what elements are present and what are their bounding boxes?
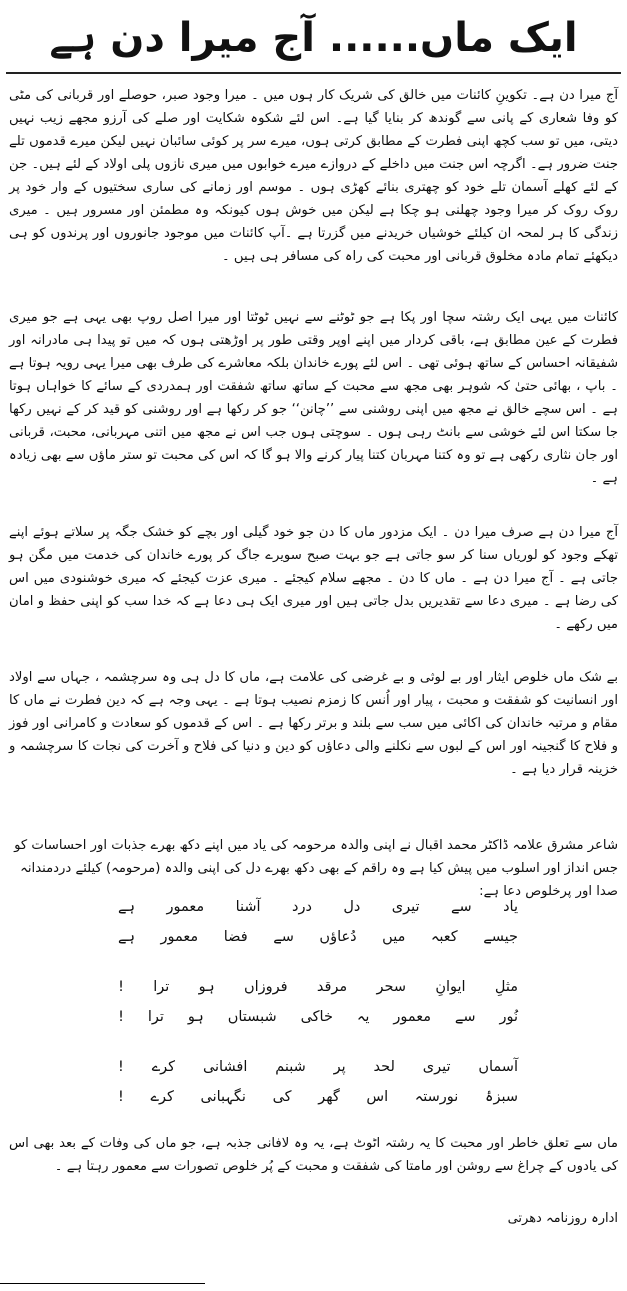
- poem-word: دل: [343, 899, 361, 915]
- poem-word: یہ: [356, 1009, 370, 1025]
- signature: ادارہ روزنامہ دھرتی: [507, 1211, 618, 1226]
- poem-word: مثلِ: [494, 979, 518, 995]
- article-title: ایک ماں...... آج میرا دن ہے: [49, 15, 578, 61]
- poem-word: تیری: [391, 899, 420, 915]
- article-body: [9, 84, 618, 1230]
- poem-word: شبستاں: [227, 1009, 277, 1025]
- poem-word: دُعاؤں: [319, 929, 357, 945]
- poem-intro: شاعر مشرق علامہ ڈاکٹر محمد اقبال نے اپنی والدہ مرحومہ کی یاد میں اپنے دکھ بھرے جذبات اور احساسات کو جس انداز اور اسلوب میں پیش کیا ہے وہ راقم کے بھی دکھ بھرے دل کی اپنی والدہ (مرحومہ) کیلئے دردمندانہ صدا اور پرخلوص دعا ہے:: [14, 838, 618, 899]
- poem-word: تیری: [422, 1059, 451, 1075]
- poem-word: سے: [454, 1009, 476, 1025]
- closing-paragraph: ماں سے تعلق خاطر اور محبت کا یہ رشتہ اٹوٹ ہے، یہ وہ لافانی جذبہ ہے، جو ماں کی وفات کے بعد بھی اس کی یادوں کے چراغ سے روشن اور مامتا کی شفقت و محبت کے پُر خلوص تصورات سے معمور رہتا ہے ۔: [9, 1136, 618, 1174]
- poem-word: درد: [291, 899, 312, 915]
- poem-word: پر: [333, 1059, 346, 1075]
- poem-word: فضا: [223, 929, 248, 945]
- poem-word: ایوانِ: [435, 979, 466, 995]
- poem-word: میں: [382, 929, 406, 945]
- poem-word: ہو: [198, 979, 215, 995]
- poem-word: مرقد: [316, 979, 348, 995]
- poem-word: !: [118, 1089, 124, 1105]
- poem-word: یاد: [503, 899, 518, 915]
- poem-word: خاکی: [300, 1009, 333, 1025]
- signature-underline: [0, 1283, 205, 1284]
- poem-word: نگہبانی: [200, 1089, 246, 1105]
- poem-word: معمور: [393, 1009, 431, 1025]
- poem-word: شبنم: [275, 1059, 306, 1075]
- poem-verse: [118, 972, 518, 1002]
- poem-word: ترا: [153, 979, 170, 995]
- poem-word: !: [118, 979, 124, 995]
- poem-word: کی: [272, 1089, 292, 1105]
- poem-word: کرے: [150, 1089, 174, 1105]
- poem-word: اس: [366, 1089, 389, 1105]
- poem-word: !: [118, 1059, 124, 1075]
- poem-word: آسماں: [478, 1059, 518, 1075]
- poem-word: معمور: [160, 929, 199, 945]
- poem-word: ہو: [187, 1009, 204, 1025]
- poem-verse: [118, 922, 518, 952]
- poem-verse: [118, 1052, 518, 1082]
- poem-word: فروزاں: [243, 979, 288, 995]
- poem-word: جیسے: [483, 929, 518, 945]
- poem-word: افشانی: [202, 1059, 248, 1075]
- poem-word: کعبہ: [430, 929, 458, 945]
- title-divider: [6, 72, 621, 74]
- poem-word: سے: [450, 899, 472, 915]
- poem-word: نُور: [499, 1009, 518, 1025]
- poem-word: !: [118, 1009, 124, 1025]
- paragraph-1: آج میرا دن ہے۔ تکوینِ کائنات میں خالق کی شریک کار ہوں میں ۔ میرا وجود صبر، حوصلے اور قربانی کی مٹی کو وفا شعاری کے پانی سے گوندھ کر بنایا گیا ہے۔ اس لئے شکوہ شکایت اور صلے کی آرزو مجھے زیب نہیں دیتی، میں تو سب کچھ اپنی فطرت کے مطابق کرتی ہوں، میرے سر پر کوئی سائبان نہیں لیکن میرے قدموں تلے جنت ضرور ہے۔ اگرچہ اس جنت میں داخلے کے دروازے میرے خوابوں میں میری نازوں پلی اولاد کے لئے ہیں۔ جن کے لئے کھلے آسمان تلے خود کو چھتری بنائے کھڑی ہوں ۔ موسم اور زمانے کی ساری سختیوں کے وار خود پر روک روک کر میرا وجود چھلنی ہو چکا ہے لیکن میں خوش ہوں کیونکہ وہ مطمئن اور مسرور ہیں ۔ میری زندگی کا ہر لمحہ ان کیلئے خوشیاں خریدنے میں گزرتا ہے ۔آپ کائنات میں موجود جانوروں اور پرندوں کو ہی دیکھئے تمام مادہ مخلوق قربانی اور محبت کی راہ کی مسافر ہی ہیں ۔: [9, 88, 618, 264]
- poem-word: لحد: [373, 1059, 395, 1075]
- poem-word: سبزۂ: [484, 1089, 518, 1105]
- poem-word: نورستہ: [414, 1089, 459, 1105]
- poem-verse: [118, 1082, 518, 1112]
- poem-stanza: [9, 1052, 618, 1112]
- poem-word: معمور: [166, 899, 205, 915]
- poem-verse: [118, 892, 518, 922]
- poem-word: سے: [273, 929, 294, 945]
- poem: [9, 892, 618, 1112]
- paragraph-2: کائنات میں یہی ایک رشتہ سچا اور پکا ہے جو ٹوٹنے سے نہیں ٹوٹتا اور میرا اصل روپ بھی یہی ہے جو میری فطرت کے عین مطابق ہے، باقی کردار میں اپنے اوپر وقتی طور پر اوڑھتی ہوں کہ میں تو پیدا ہی مادرانہ اور شفیقانہ احساس کے ساتھ ہوئی تھی ۔ اس لئے پورے خاندان بلکہ معاشرے کی طرف بھی میرا یہی رویہ ہوتا ہے ۔ باپ ، بھائی حتیٰ کہ شوہر بھی مجھ سے محبت کے ساتھ ساتھ شفقت اور ہمدردی کے سائے کا خواہاں ہوتا ہے ۔ اس سچے خالق نے مجھ میں اپنی روشنی سے ’’چانن‘‘ جو کر رکھا ہے اور روشنی کو قید کر کے نہیں رکھا جا سکتا اس لئے خوشی سے بانٹ رہی ہوں ۔ سوچتی ہوں جب اس نے مجھ میں اتنی مہربانی، محبت، قربانی اور جان نثاری رکھی ہے تو وہ کتنا مہربان کتنا پیار کرنے والا ہو گا کہ اس کی محبت تو ستر ماؤں سے بھی زیادہ ہے ۔: [9, 310, 618, 486]
- poem-verse: [118, 1002, 518, 1032]
- poem-word: ترا: [147, 1009, 164, 1025]
- poem-word: آشنا: [235, 899, 261, 915]
- poem-word: ہے: [118, 899, 136, 915]
- poem-word: ہے: [118, 929, 135, 945]
- poem-word: سحر: [376, 979, 407, 995]
- paragraph-4: بے شک ماں خلوص ایثار اور بے لوثی و بے غرضی کی علامت ہے، ماں کا دل ہی وہ سرچشمہ ، جہاں سے اولاد اور انسانیت کو شفقت و محبت ، پیار اور اُنس کا زمزم نصیب ہوتا ہے ۔ یہی وجہ ہے کہ دین فطرت نے ماں کا مقام و مرتبہ خاندان کی اکائی میں سب سے بلند و برتر رکھا ہے ۔ اس کے قدموں کو سعادت و کامرانی اور فوز و فلاح کا گنجینہ اور اس کے لبوں سے نکلنے والی دعاؤں کو دین و دنیا کی فلاح و آخرت کی نجات کا سرچشمہ و خزینہ قرار دیا ہے ۔: [9, 670, 618, 777]
- paragraph-3: آج میرا دن ہے صرف میرا دن ۔ ایک مزدور ماں کا دن جو خود گیلی اور بچے کو خشک جگہ پر سلاتے ہوئے اپنے تھکے وجود کو لوریاں سنا کر سو جاتی ہے جو بہت صبح سویرے جاگ کر پورے خاندان کی خدمت میں مگن ہو جاتی ہے ۔ آج میرا دن ہے ۔ ماں کا دن ۔ مجھے سلام کیجئے ۔ میری عزت کیجئے کہ میری خوشنودی میں اس کی رضا ہے ۔ میری دعا سے تقدیریں بدل جاتی ہیں اور میری ایک ہی دعا ہے کہ خدا سب کو اپنی حفظ و امان میں رکھے ۔: [9, 525, 618, 632]
- poem-word: کرے: [151, 1059, 176, 1075]
- poem-stanza: [9, 972, 618, 1032]
- poem-word: گھر: [318, 1089, 340, 1105]
